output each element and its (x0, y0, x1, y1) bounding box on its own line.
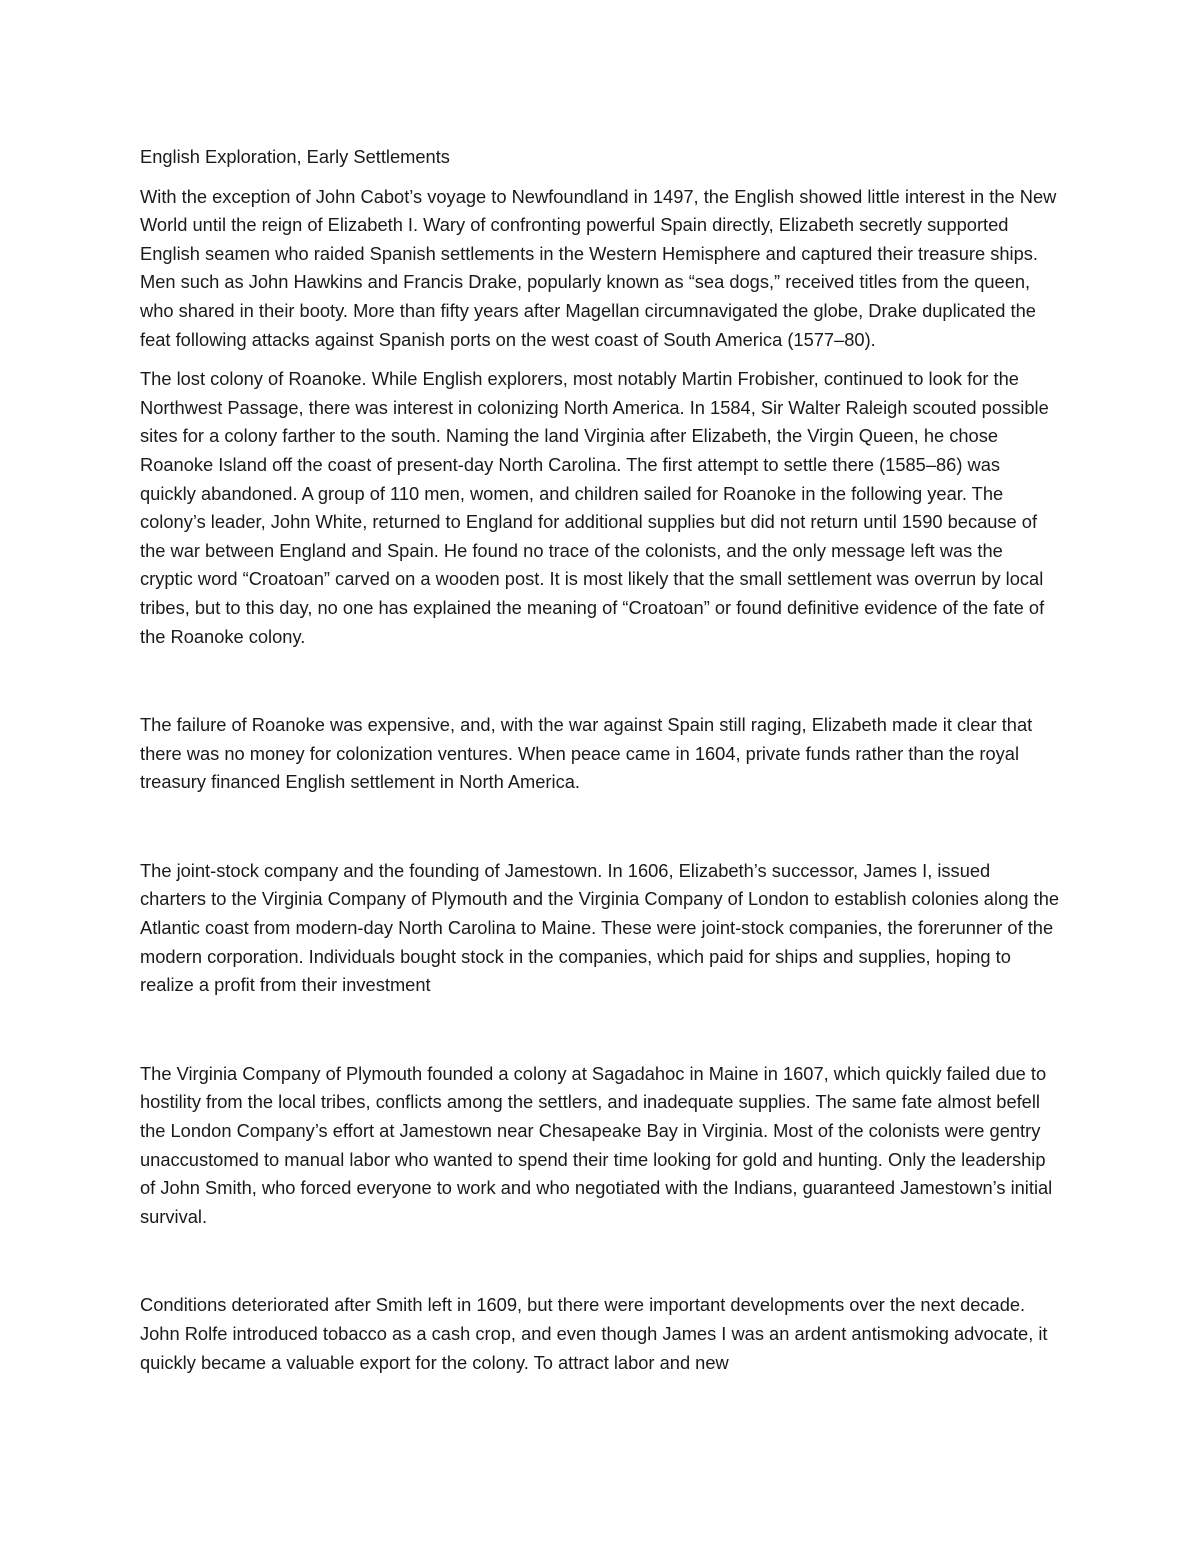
paragraph-cabot-and-sea-dogs: With the exception of John Cabot’s voyage to Newfoundland in 1497, the English showed little interest in the New World until the reign of Elizabeth I. Wary of confronting powerful Spain directly, Elizabeth secretly supported English seamen who raided Spanish settlements in the Western Hemisphere and captured their treasure ships. Men such as John Hawkins and Francis Drake, popularly known as “sea dogs,” received titles from the queen, who shared in their booty. More than fifty years after Magellan circumnavigated the globe, Drake duplicated the feat following attacks against Spanish ports on the west coast of South America (1577–80). (140, 185, 1057, 350)
paragraph-joint-stock-company: The joint-stock company and the founding of Jamestown. In 1606, Elizabeth’s successor, James I, issued charters to the Virginia Company of Plymouth and the Virginia Company of London to establish colonies along the Atlantic coast from modern-day North Carolina to Maine. These were joint-stock companies, the forerunner of the modern corporation. Individuals bought stock in the companies, which paid for ships and supplies, hoping to realize a profit from their investment (140, 859, 1060, 996)
document-body (140, 143, 1060, 1388)
paragraph-failure-of-roanoke: The failure of Roanoke was expensive, and, with the war against Spain still raging, Elizabeth made it clear that there was no money for colonization ventures. When peace came in 1604, private funds rather than the royal treasury financed English settlement in North America. (140, 714, 1033, 793)
paragraph-plymouth-and-jamestown: The Virginia Company of Plymouth founded a colony at Sagadahoc in Maine in 1607, which quickly failed due to hostility from the local tribes, conflicts among the settlers, and inadequate supplies. The same fate almost befell the London Company’s effort at Jamestown near Chesapeake Bay in Virginia. Most of the colonists were gentry unaccustomed to manual labor who wanted to spend their time looking for gold and hunting. Only the leadership of John Smith, who forced everyone to work and who negotiated with the Indians, guaranteed Jamestown’s initial survival. (140, 1062, 1053, 1227)
document-title: English Exploration, Early Settlements (140, 146, 450, 167)
paragraph-conditions-deteriorated: Conditions deteriorated after Smith left in 1609, but there were important developments over the next decade. John Rolfe introduced tobacco as a cash crop, and even though James I was an ardent antismoking advocate, it quickly became a valuable export for the colony. To attract labor and new (140, 1294, 1048, 1373)
paragraph-lost-colony-roanoke: The lost colony of Roanoke. While English explorers, most notably Martin Frobisher, continued to look for the Northwest Passage, there was interest in colonizing North America. In 1584, Sir Walter Raleigh scouted possible sites for a colony farther to the south. Naming the land Virginia after Elizabeth, the Virgin Queen, he chose Roanoke Island off the coast of present-day North Carolina. The first attempt to settle there (1585–86) was quickly abandoned. A group of 110 men, women, and children sailed for Roanoke in the following year. The colony’s leader, John White, returned to England for additional supplies but did not return until 1590 because of the war between England and Spain. He found no trace of the colonists, and the only message left was the cryptic word “Croatoan” carved on a wooden post. It is most likely that the small settlement was overrun by local tribes, but to this day, no one has explained the meaning of “Croatoan” or found definitive evidence of the fate of the Roanoke colony. (140, 368, 1049, 647)
